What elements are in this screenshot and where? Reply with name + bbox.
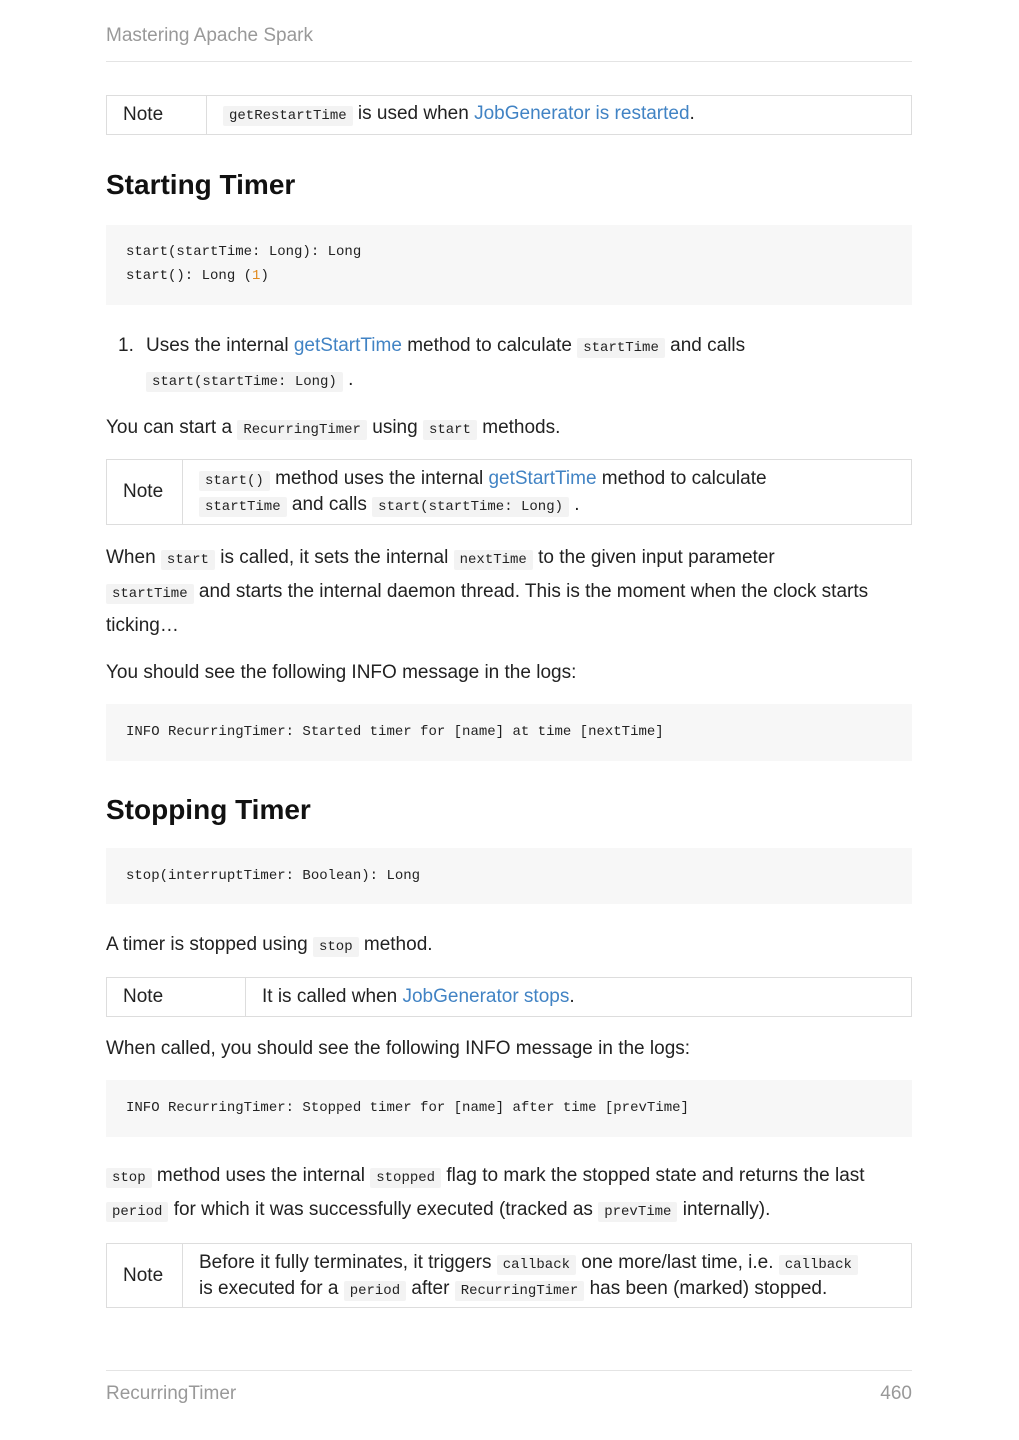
note-label: Note (107, 460, 183, 524)
paragraph: You can start a RecurringTimer using start methods. (106, 417, 561, 438)
footer-divider (106, 1370, 912, 1371)
paragraph: A timer is stopped using stop method. (106, 934, 433, 955)
note-callback (106, 1243, 912, 1308)
inline-code: stopped (370, 1168, 441, 1188)
running-header-title: Mastering Apache Spark (106, 25, 314, 46)
heading-stopping-timer: Stopping Timer (106, 794, 311, 825)
list-item: 1. Uses the internal getStartTime method to calculate startTime and calls start(startTime: Long) . (106, 330, 912, 398)
link-getstarttime[interactable]: getStartTime (293, 335, 402, 356)
paragraph: stop method uses the internal stopped flag to mark the stopped state and returns the last period for which it was successfully executed (tracked as prevTime internally). (106, 1160, 912, 1228)
inline-code: period (344, 1281, 406, 1301)
note-stop (106, 977, 912, 1017)
note-restart (106, 95, 912, 135)
paragraph: You should see the following INFO message in the logs: (106, 662, 577, 683)
link-jobgenerator-restarted[interactable]: JobGenerator is restarted (474, 103, 690, 124)
inline-code: RecurringTimer (237, 420, 367, 440)
inline-code: start(startTime: Long) (372, 497, 569, 517)
heading-starting-timer: Starting Timer (106, 169, 296, 200)
link-getstarttime[interactable]: getStartTime (488, 468, 597, 489)
inline-code: stop (313, 937, 359, 957)
code-block-start: start(startTime: Long): Long start(): Long (1) (106, 225, 912, 305)
inline-code: start(startTime: Long) (146, 372, 343, 392)
inline-code: start() (199, 471, 270, 491)
log-block-started: INFO RecurringTimer: Started timer for [name] at time [nextTime] (106, 704, 912, 761)
inline-code: nextTime (454, 550, 533, 570)
note-label: Note (107, 978, 246, 1016)
header-divider (106, 61, 912, 62)
inline-code: RecurringTimer (455, 1281, 585, 1301)
note-label: Note (107, 1244, 183, 1307)
page-content (106, 95, 912, 1308)
note-start (106, 459, 912, 525)
code-block-stop: stop(interruptTimer: Boolean): Long (106, 848, 912, 904)
log-block-stopped: INFO RecurringTimer: Stopped timer for [name] after time [prevTime] (106, 1080, 912, 1137)
inline-code: prevTime (598, 1202, 677, 1222)
list-marker: 1. (118, 335, 134, 356)
note-body: Before it fully terminates, it triggers callback one more/last time, i.e. callback is executed for a period after RecurringTimer has been (marked) stopped. (183, 1244, 874, 1307)
note-label: Note (107, 96, 207, 134)
inline-code: callback (497, 1255, 576, 1275)
note-body: It is called when JobGenerator stops. (262, 986, 575, 1007)
note-body: getRestartTime is used when JobGenerator is restarted. (207, 96, 711, 134)
inline-code: start (161, 550, 215, 570)
inline-code: startTime (199, 497, 287, 517)
note-body: start() method uses the internal getStartTime method to calculate startTime and calls start(startTime: Long) . (183, 460, 783, 524)
inline-code: start (423, 420, 477, 440)
inline-code: callback (779, 1255, 858, 1275)
paragraph: When start is called, it sets the internal nextTime to the given input parameter startTime and starts the internal daemon thread. This is the moment when the clock starts ticking… (106, 547, 869, 636)
link-jobgenerator-stops[interactable]: JobGenerator stops (402, 986, 570, 1007)
inline-code: stop (106, 1168, 152, 1188)
page-number: 460 (880, 1383, 912, 1404)
inline-code: startTime (106, 584, 194, 604)
paragraph: When called, you should see the following INFO message in the logs: (106, 1038, 691, 1059)
callout-list (106, 330, 912, 398)
inline-code: startTime (577, 338, 665, 358)
callout-number: 1 (252, 268, 261, 284)
inline-code: period (106, 1202, 168, 1222)
inline-code: getRestartTime (223, 106, 353, 126)
running-footer-section: RecurringTimer (106, 1383, 237, 1404)
note-text: is used when (352, 103, 475, 124)
